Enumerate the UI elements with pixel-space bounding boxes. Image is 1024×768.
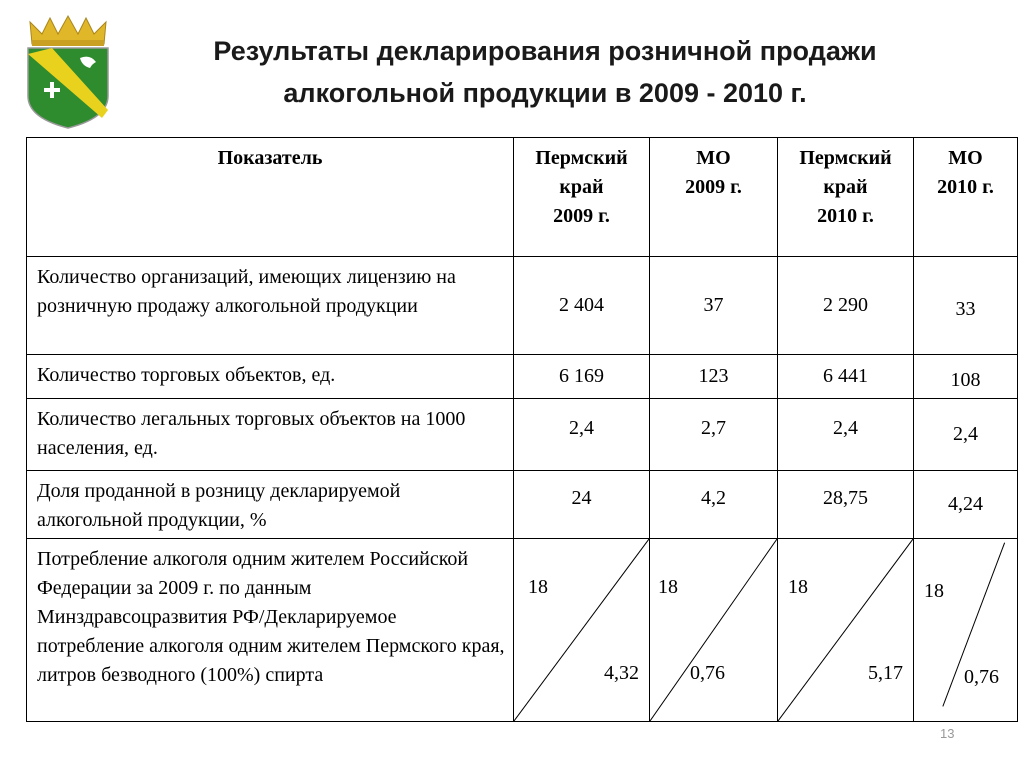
value-text: 33 <box>955 298 976 320</box>
split-cell <box>650 539 778 722</box>
row-label: Количество торговых объектов, ед. <box>27 355 514 399</box>
page-number: 13 <box>940 726 955 741</box>
value-text: 6 169 <box>559 365 604 387</box>
cell-value <box>514 355 650 399</box>
header-text: МО <box>948 147 983 169</box>
header-mo-2010 <box>914 138 1018 257</box>
row-label: Доля проданной в розницу декларируемой алкогольной продукции, % <box>27 471 514 539</box>
header-text: край <box>559 176 604 198</box>
title-line-1: Результаты декларирования розничной продажи <box>213 36 877 66</box>
declaration-table <box>26 137 1017 721</box>
value-text: 2,7 <box>701 417 726 439</box>
diagonal-divider <box>778 539 913 721</box>
value-text: 2,4 <box>953 423 978 445</box>
coat-of-arms-icon <box>22 14 114 130</box>
cell-value <box>778 399 914 471</box>
header-text: Пермский <box>799 147 892 169</box>
diagonal-divider <box>514 539 649 721</box>
value-text: 4,2 <box>701 487 726 509</box>
value-text: 2 290 <box>823 294 868 316</box>
cell-value <box>778 471 914 539</box>
declared-value: 0,76 <box>690 662 725 684</box>
rf-value: 18 <box>788 576 808 598</box>
cell-value <box>650 399 778 471</box>
header-text: 2009 г. <box>685 176 742 198</box>
table-row-consumption <box>27 539 1018 722</box>
value-text: 37 <box>703 294 724 316</box>
cell-value <box>650 471 778 539</box>
value-text: 24 <box>571 487 592 509</box>
cell-value <box>778 257 914 355</box>
declared-value: 4,32 <box>604 662 639 684</box>
cell-value <box>914 471 1018 539</box>
value-text: 2 404 <box>559 294 604 316</box>
rf-value: 18 <box>528 576 548 598</box>
declared-value: 5,17 <box>868 662 903 684</box>
title-line-2: алкогольной продукции в 2009 - 2010 г. <box>283 78 807 108</box>
cell-value <box>914 399 1018 471</box>
value-text: 4,24 <box>948 493 983 515</box>
cell-value <box>514 471 650 539</box>
value-text: 108 <box>950 369 981 391</box>
value-text: 6 441 <box>823 365 868 387</box>
cell-value <box>514 257 650 355</box>
row-label: Количество организаций, имеющих лицензию на розничную продажу алкогольной продукции <box>27 257 514 355</box>
row-label: Потребление алкоголя одним жителем Российской Федерации за 2009 г. по данным Минздравсоцразвития РФ/Декларируемое потребление алкоголя одним жителем Пермского края, литров безводного (100%) спирта <box>27 539 514 722</box>
table-row <box>27 257 1018 355</box>
header-perm-2010 <box>778 138 914 257</box>
rf-value: 18 <box>924 580 944 602</box>
cell-value <box>778 355 914 399</box>
diagonal-divider <box>914 539 1017 721</box>
header-text: 2009 г. <box>553 205 610 227</box>
table-row <box>27 471 1018 539</box>
header-perm-2009 <box>514 138 650 257</box>
table-row <box>27 355 1018 399</box>
diagonal-divider <box>650 539 777 721</box>
value-text: 28,75 <box>823 487 868 509</box>
value-text: 2,4 <box>833 417 858 439</box>
cell-value <box>914 257 1018 355</box>
row-label: Количество легальных торговых объектов на 1000 населения, ед. <box>27 399 514 471</box>
header-mo-2009 <box>650 138 778 257</box>
cell-value <box>650 355 778 399</box>
value-text: 2,4 <box>569 417 594 439</box>
header-text: МО <box>696 147 731 169</box>
header-text: край <box>823 176 868 198</box>
header-text: 2010 г. <box>817 205 874 227</box>
cell-value <box>514 399 650 471</box>
cell-value <box>914 355 1018 399</box>
split-cell <box>914 539 1018 722</box>
page-title <box>130 30 960 114</box>
table-row <box>27 399 1018 471</box>
table-header-row <box>27 138 1018 257</box>
split-cell <box>778 539 914 722</box>
split-cell <box>514 539 650 722</box>
rf-value: 18 <box>658 576 678 598</box>
declared-value: 0,76 <box>964 666 999 688</box>
header-text: 2010 г. <box>937 176 994 198</box>
header-text: Пермский <box>535 147 628 169</box>
cell-value <box>650 257 778 355</box>
value-text: 123 <box>698 365 729 387</box>
header-indicator: Показатель <box>27 138 514 257</box>
